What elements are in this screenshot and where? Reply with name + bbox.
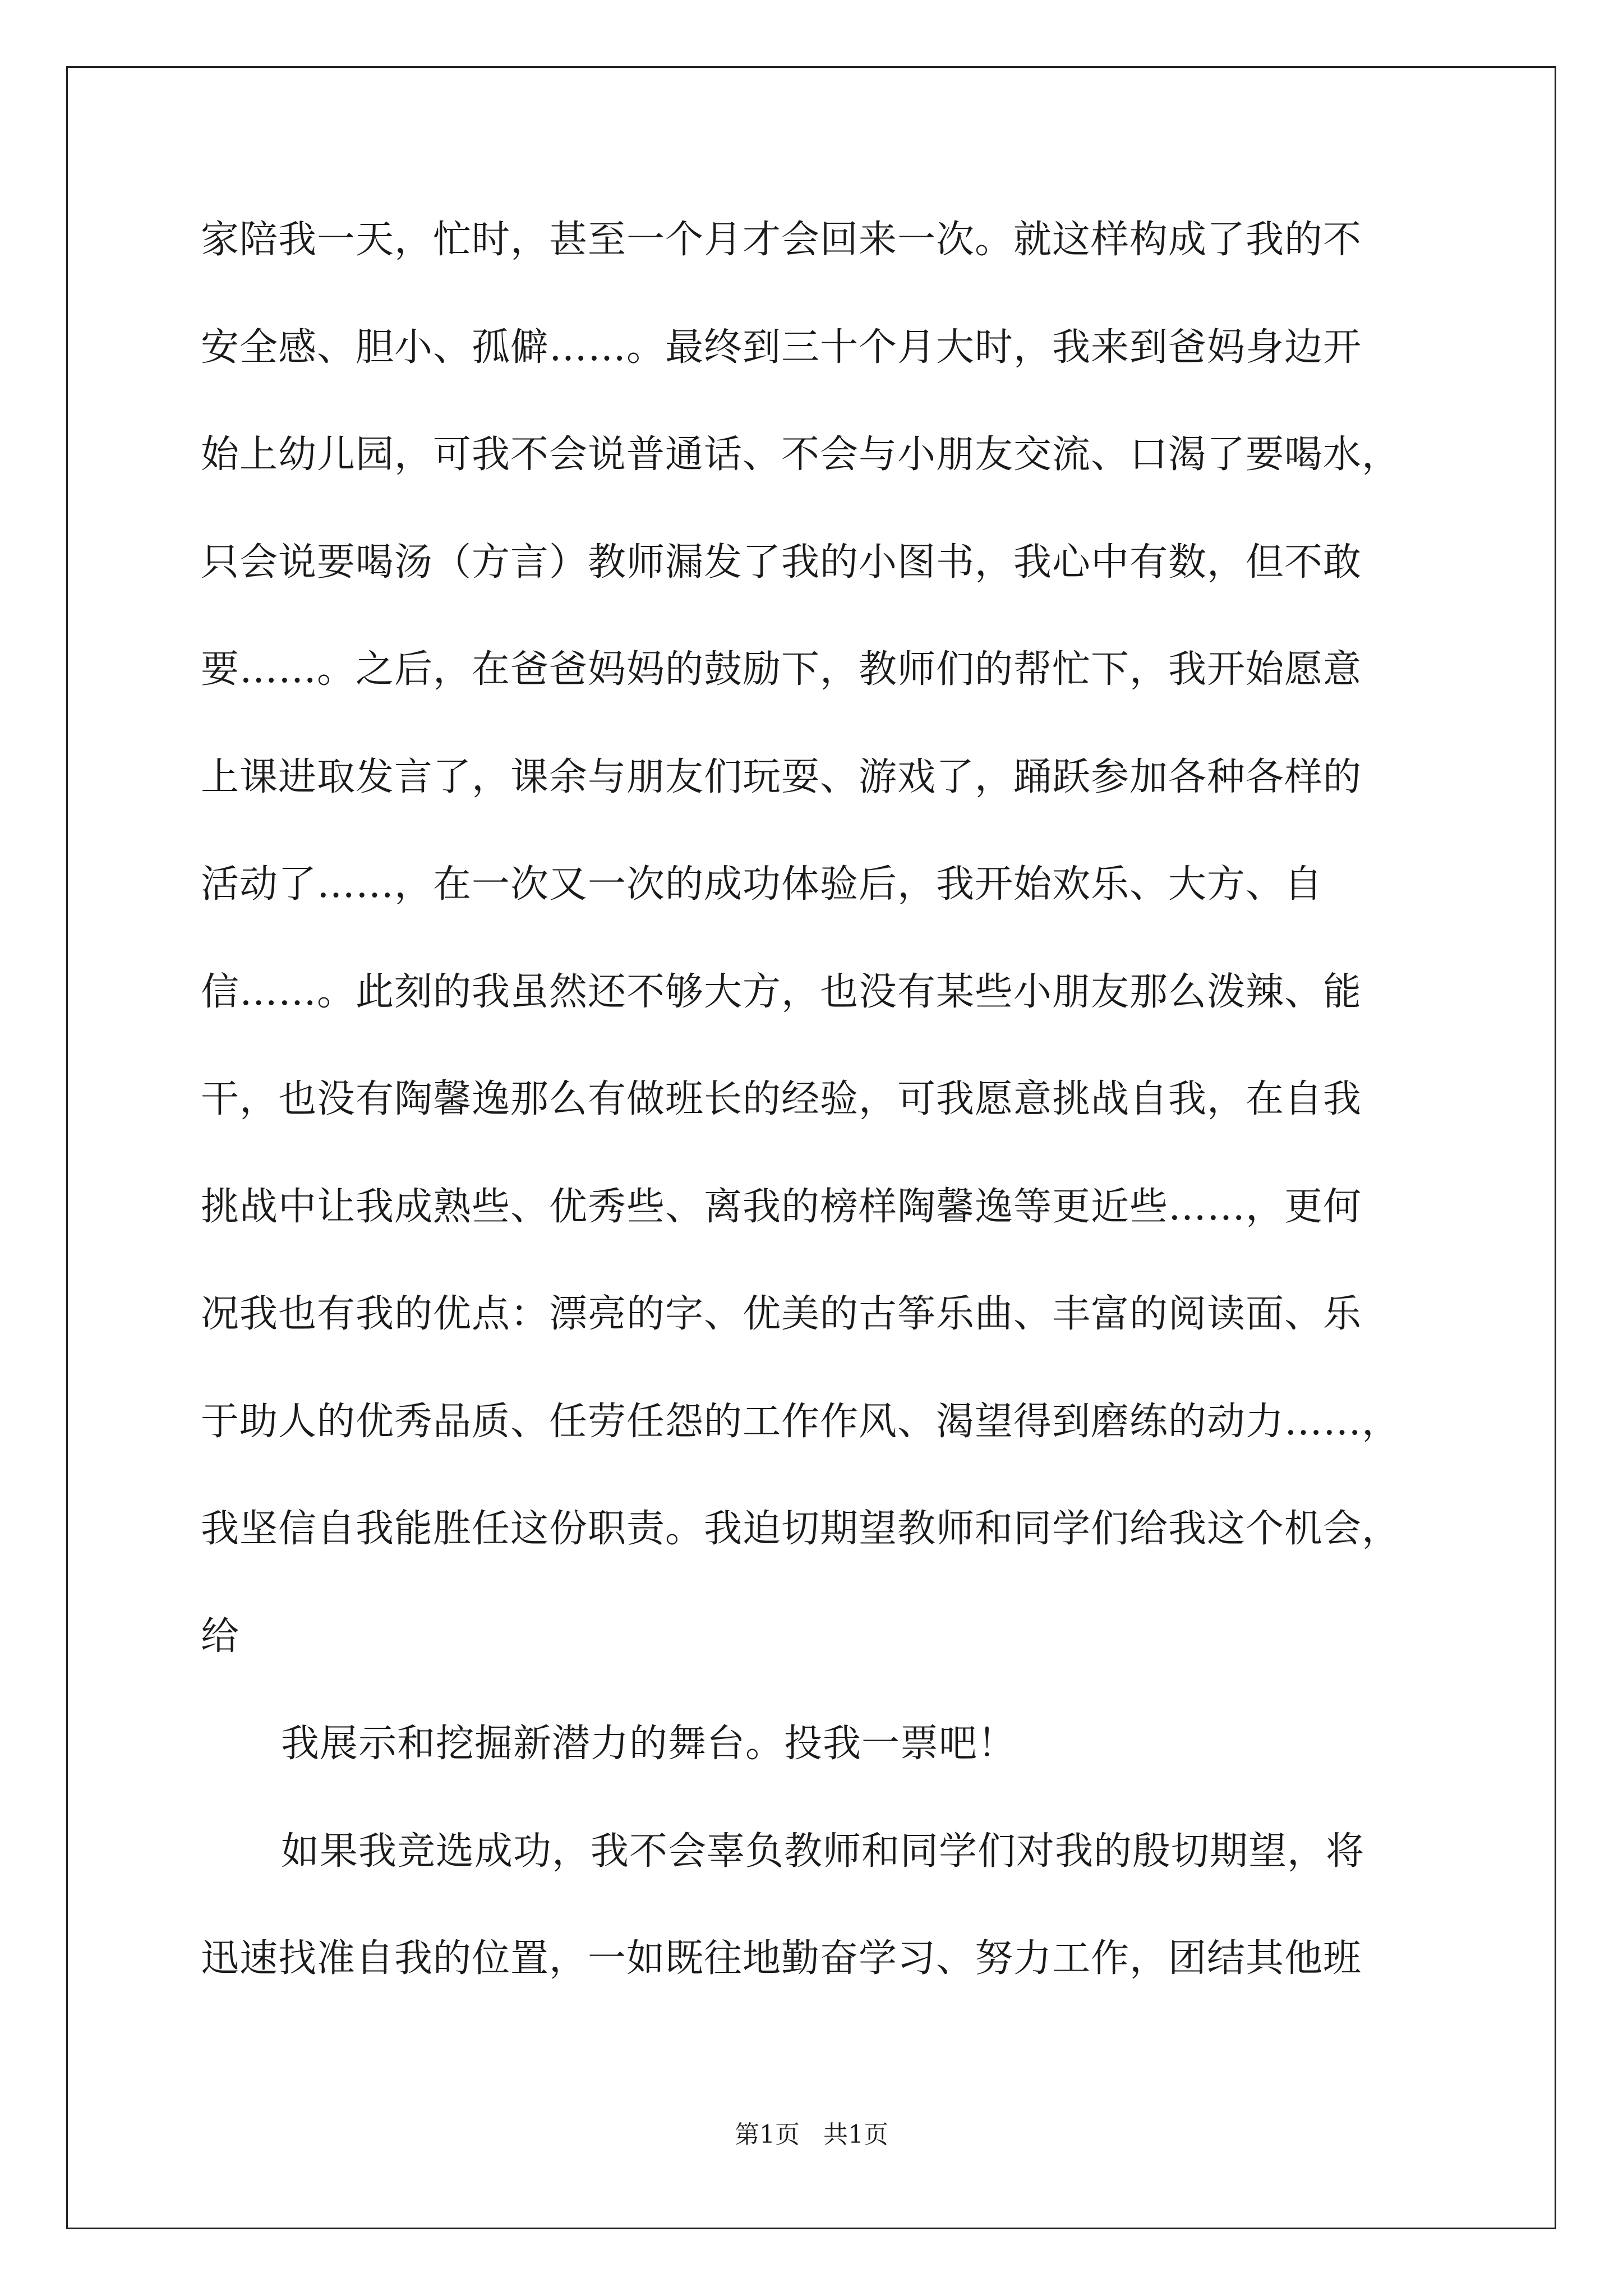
text-line: 家陪我一天，忙时，甚至一个月才会回来一次。就这样构成了我的不 [201, 218, 1362, 262]
text-line: 始上幼儿园，可我不会说普通话、不会与小朋友交流、口渴了要喝水， [201, 432, 1401, 477]
text-line: 挑战中让我成熟些、优秀些、离我的榜样陶馨逸等更近些……，更何 [201, 1184, 1362, 1229]
text-line: 于助人的优秀品质、任劳任怨的工作作风、渴望得到磨练的动力……， [201, 1399, 1401, 1444]
text-line: 迅速找准自我的位置，一如既往地勤奋学习、努力工作，团结其他班 [201, 1936, 1362, 1981]
text-line: 上课进取发言了，课余与朋友们玩耍、游戏了，踊跃参加各种各样的 [201, 754, 1362, 799]
paragraph-start-line: 我展示和挖掘新潜力的舞台。投我一票吧！ [281, 1722, 1017, 1766]
text-line: 干，也没有陶馨逸那么有做班长的经验，可我愿意挑战自我，在自我 [201, 1077, 1362, 1121]
text-line: 活动了……，在一次又一次的成功体验后，我开始欢乐、大方、自 [201, 862, 1324, 907]
text-line: 我坚信自我能胜任这份职责。我迫切期望教师和同学们给我这个机会， [201, 1507, 1401, 1551]
text-line: 信……。此刻的我虽然还不够大方，也没有某些小朋友那么泼辣、能 [201, 969, 1362, 1014]
paragraph-start-line: 如果我竞选成功，我不会辜负教师和同学们对我的殷切期望，将 [281, 1829, 1365, 1874]
text-line: 要……。之后，在爸爸妈妈的鼓励下，教师们的帮忙下，我开始愿意 [201, 647, 1362, 692]
text-line: 只会说要喝汤（方言）教师漏发了我的小图书，我心中有数，但不敢 [201, 540, 1362, 585]
text-line: 况我也有我的优点：漂亮的字、优美的古筝乐曲、丰富的阅读面、乐 [201, 1292, 1362, 1336]
text-line: 给 [201, 1614, 240, 1659]
document-body [201, 212, 1429, 2039]
text-line: 安全感、胆小、孤僻……。最终到三十个月大时，我来到爸妈身边开 [201, 325, 1362, 370]
page-number-footer: 第1页 共1页 [735, 2120, 888, 2149]
